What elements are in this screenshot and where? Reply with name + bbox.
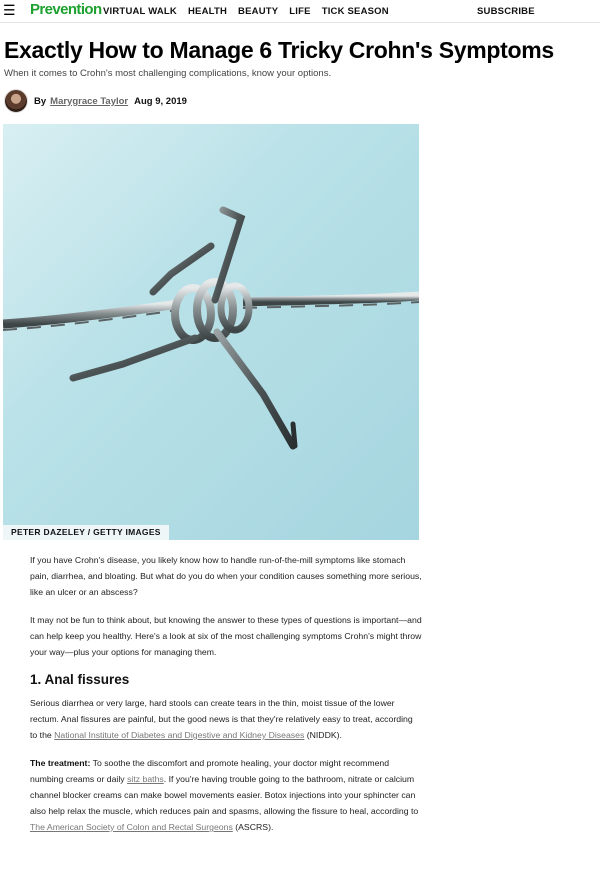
prevention-logo[interactable]: Prevention bbox=[30, 1, 102, 18]
hamburger-icon[interactable]: ☰ bbox=[3, 2, 16, 18]
author-avatar[interactable] bbox=[4, 89, 28, 113]
paragraph-fissures-text-b: (NIDDK). bbox=[304, 730, 342, 740]
author-link[interactable]: Marygrace Taylor bbox=[50, 95, 129, 107]
image-credit: PETER DAZELEY / GETTY IMAGES bbox=[3, 525, 169, 540]
article-body bbox=[30, 552, 422, 847]
nav-health[interactable]: HEALTH bbox=[188, 6, 228, 17]
sitz-baths-link[interactable]: sitz baths bbox=[127, 774, 164, 784]
hero-image bbox=[3, 124, 419, 540]
nav-virtual-walk[interactable]: VIRTUAL WALK bbox=[103, 6, 177, 17]
barbed-wire-illustration bbox=[3, 124, 419, 540]
paragraph-fissures-text-a: Serious diarrhea or very large, hard stools can create tears in the thin, moist tissue of the lower rectum. Anal fissures are painful, but the good news is that they're relatively easy to treat, according to the bbox=[30, 698, 413, 740]
article-title: Exactly How to Manage 6 Tricky Crohn's Symptoms bbox=[4, 37, 554, 63]
nav-tick-season[interactable]: TICK SEASON bbox=[321, 6, 389, 17]
paragraph-overview: It may not be fun to think about, but knowing the answer to these types of questions is important—and can help keep you healthy. Here's a look at six of the most challenging symptoms Crohn's might throw your way—plus your options for managing them. bbox=[30, 615, 422, 657]
section-heading-anal-fissures: 1. Anal fissures bbox=[30, 672, 130, 687]
paragraph-treatment-text-a: To soothe the discomfort and promote healing, your doctor might recommend numbing creams or daily bbox=[30, 758, 390, 784]
byline-prefix: By bbox=[34, 95, 47, 107]
paragraph-treatment bbox=[30, 755, 422, 835]
paragraph-intro: If you have Crohn's disease, you likely know how to handle run-of-the-mill symptoms like stomach pain, diarrhea, and bloating. But what do you do when your condition causes something more serious, like an ulcer or an abscess? bbox=[30, 555, 422, 597]
main-nav bbox=[103, 6, 389, 17]
byline bbox=[4, 89, 187, 113]
niddk-link[interactable]: National Institute of Diabetes and Digestive and Kidney Diseases bbox=[54, 730, 305, 740]
paragraph-treatment-text-b: . If you're having trouble going to the bathroom, nitrate or calcium channel blocker creams can make bowel movements easier. Botox injections into your sphincter can also help relax the muscle, which reduces pain and spasms, allowing the fissure to heal, according to bbox=[30, 774, 419, 816]
treatment-label: The treatment: bbox=[30, 758, 91, 768]
paragraph-fissures bbox=[30, 695, 422, 743]
subscribe-button[interactable]: SUBSCRIBE bbox=[477, 6, 535, 17]
nav-life[interactable]: LIFE bbox=[289, 6, 311, 17]
site-header bbox=[0, 0, 600, 23]
publish-date: Aug 9, 2019 bbox=[134, 95, 187, 107]
nav-beauty[interactable]: BEAUTY bbox=[238, 6, 279, 17]
article-dek: When it comes to Crohn's most challenging complications, know your options. bbox=[4, 68, 332, 79]
paragraph-treatment-text-c: (ASCRS). bbox=[232, 822, 274, 832]
ascrs-link[interactable]: The American Society of Colon and Rectal Surgeons bbox=[30, 822, 233, 832]
